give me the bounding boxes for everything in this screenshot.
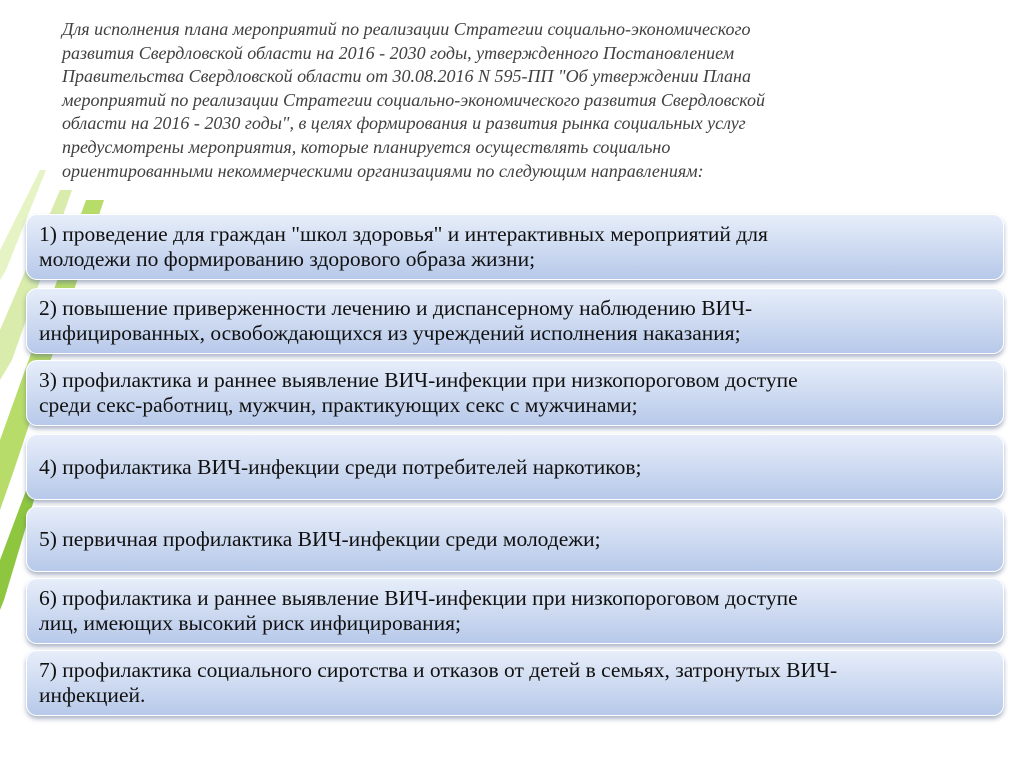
direction-line: 4) профилактика ВИЧ-инфекции среди потребителей наркотиков; [39,454,642,479]
direction-item-4 [26,434,1004,500]
direction-line: лиц, имеющих высокий риск инфицирования; [39,611,461,635]
direction-line: 1) проведение для граждан "школ здоровья" и интерактивных мероприятий для [39,222,768,246]
intro-line: Правительства Свердловской области от 30.08.2016 N 595-ПП "Об утверждении Плана [62,66,751,87]
direction-line: 3) профилактика и раннее выявление ВИЧ-инфекции при низкопороговом доступе [39,368,798,392]
direction-item-3 [26,360,1004,426]
intro-line: ориентированными некоммерческими организациями по следующим направлениям: [62,160,704,181]
intro-line: развития Свердловской области на 2016 - 2030 годы, утвержденного Постановлением [62,42,735,63]
direction-line: 5) первичная профилактика ВИЧ-инфекции среди молодежи; [39,526,601,551]
intro-line: Для исполнения плана мероприятий по реализации Стратегии социально-экономического [62,19,751,39]
direction-line: инфицированных, освобождающихся из учреждений исполнения наказания; [39,321,741,345]
direction-line: 2) повышение приверженности лечению и диспансерному наблюдению ВИЧ- [39,296,753,320]
intro-line: области на 2016 - 2030 годы", в целях формирования и развития рынка социальных услуг [62,113,746,134]
intro-paragraph [62,18,962,183]
direction-line: инфекцией. [39,683,146,707]
direction-item-2 [26,288,1004,354]
direction-item-5 [26,506,1004,572]
direction-item-1 [26,214,1004,280]
direction-line: 6) профилактика и раннее выявление ВИЧ-инфекции при низкопороговом доступе [39,586,798,610]
direction-line: среди секс-работниц, мужчин, практикующих секс с мужчинами; [39,393,638,417]
intro-line: предусмотрены мероприятия, которые планируется осуществлять социально [62,136,671,157]
direction-line: 7) профилактика социального сиротства и отказов от детей в семьях, затронутых ВИЧ- [39,658,838,682]
direction-item-7 [26,650,1004,716]
direction-line: молодежи по формированию здорового образа жизни; [39,247,536,271]
intro-line: мероприятий по реализации Стратегии социально-экономического развития Свердловской [62,89,765,110]
direction-item-6 [26,578,1004,644]
